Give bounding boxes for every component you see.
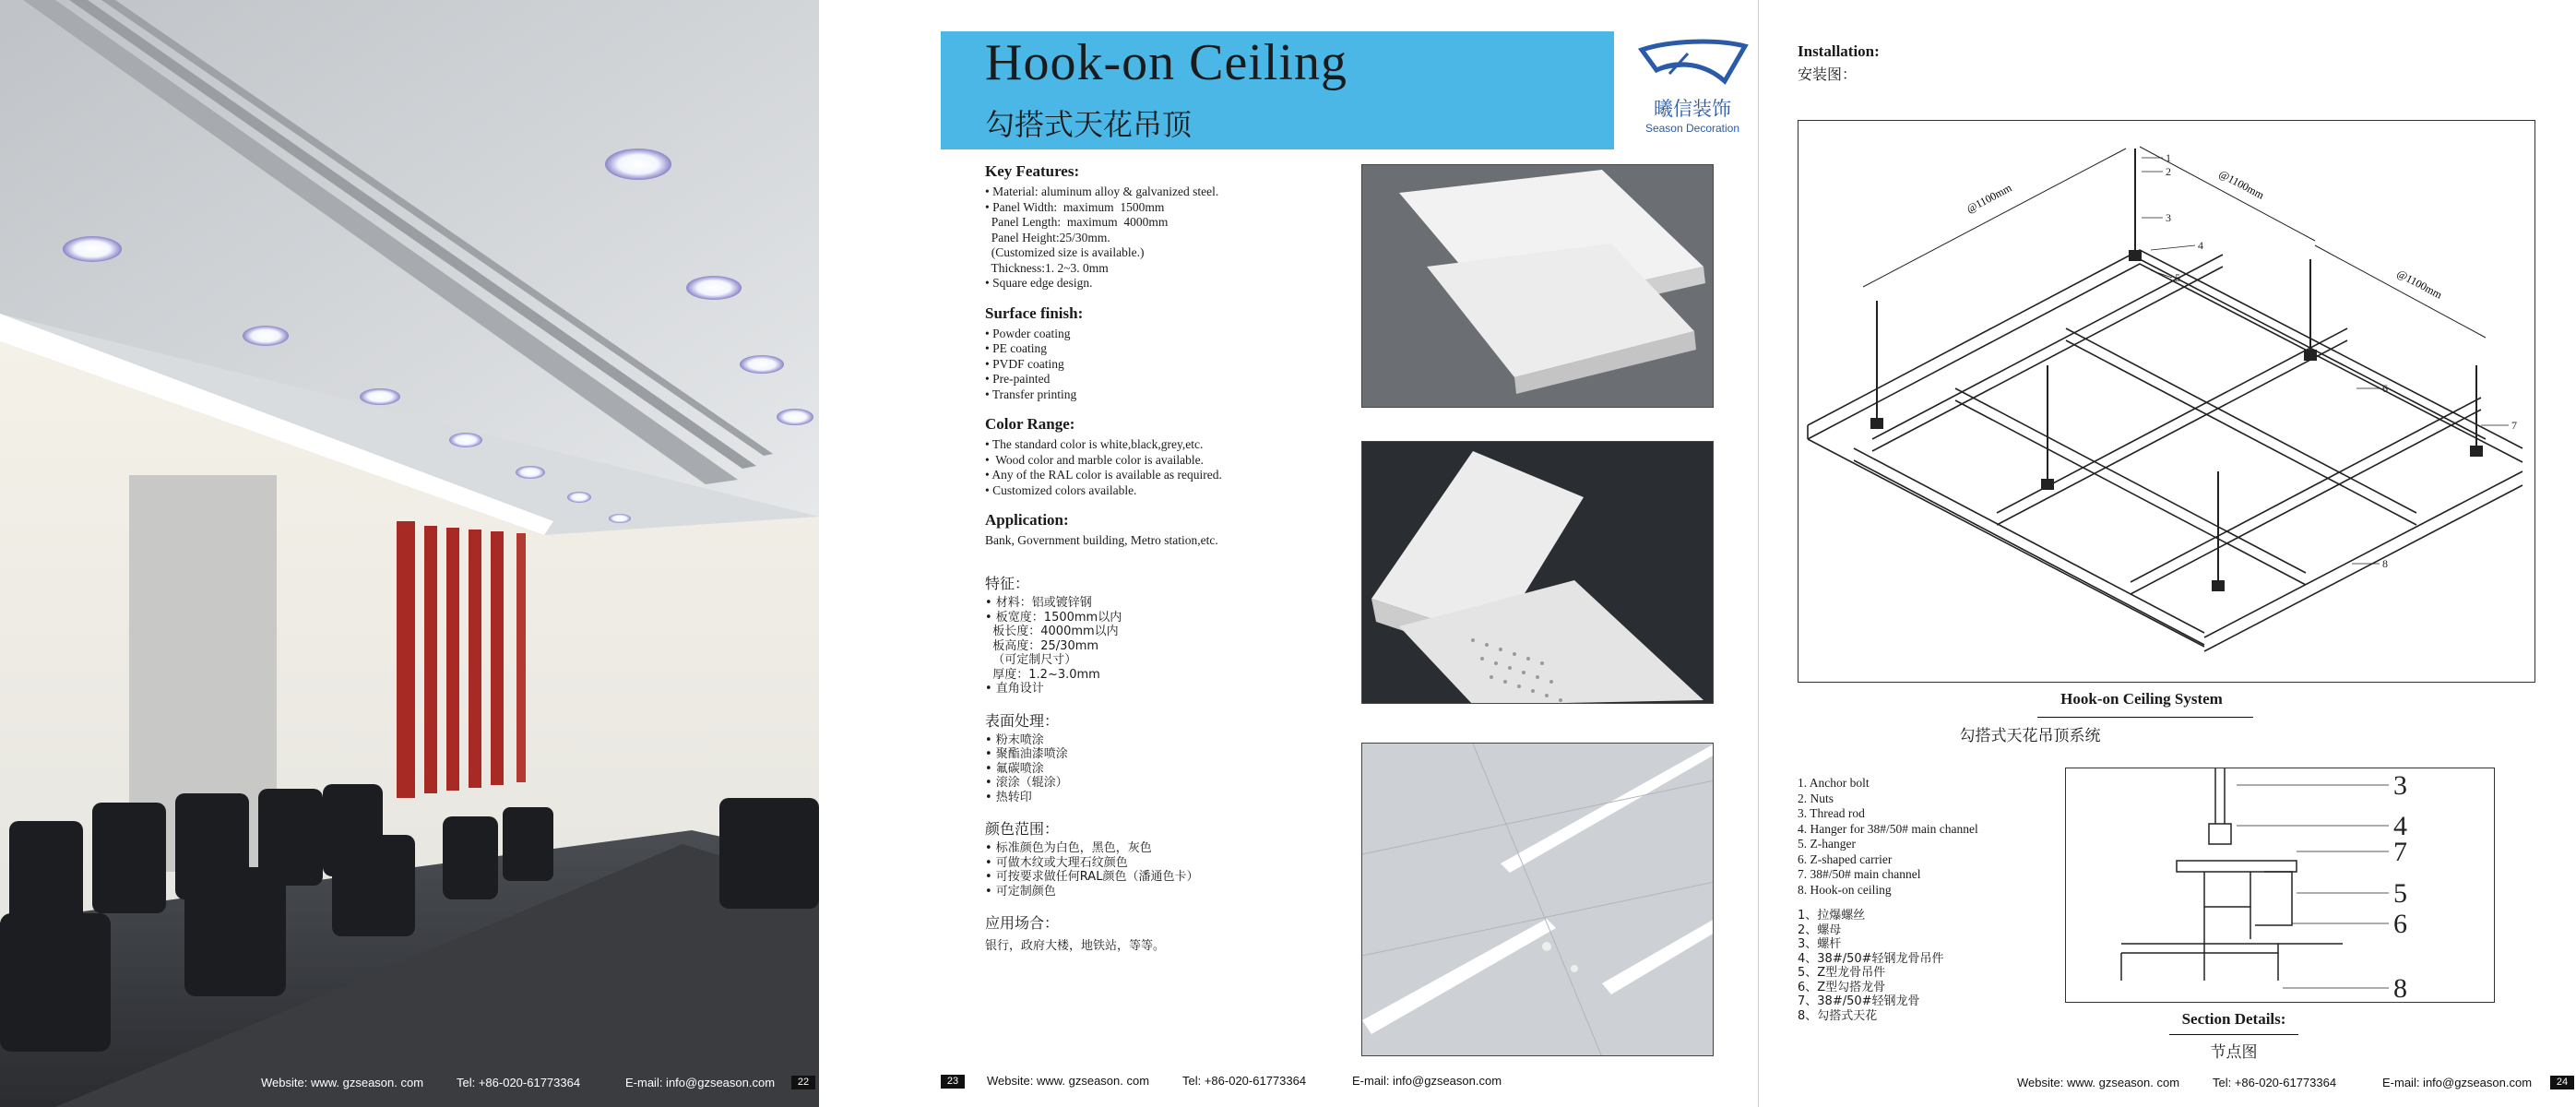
logo-text-cn: 曦信装饰 [1654, 98, 1731, 120]
parts-list [1798, 776, 1978, 898]
section-callout: 4 [2393, 811, 2407, 841]
section-callout: 8 [2393, 973, 2407, 1002]
ceiling-grid-drawing [1798, 121, 2534, 682]
list-item: • Powder coating [985, 326, 1071, 340]
section-drawing [2066, 768, 2494, 1002]
callout-number: 3 [2166, 211, 2171, 224]
list-item: • 标准颜色为白色，黑色，灰色 [985, 841, 1152, 855]
list-item: 5. Z-hanger [1798, 837, 1856, 851]
company-logo [1632, 37, 1752, 146]
section-list [985, 596, 1372, 696]
section-details-title-cn: 节点图 [2210, 1043, 2258, 1062]
footer-website: Website: www. gzseason. com [987, 1074, 1150, 1088]
section-key-features [985, 162, 1372, 292]
list-item: 7. 38#/50# main channel [1798, 867, 1921, 881]
list-item: 3、螺杆 [1798, 937, 1842, 951]
list-item: 1、拉爆螺丝 [1798, 909, 1866, 922]
list-item: • PVDF coating [985, 356, 1064, 371]
footer-tel: Tel: +86-020-61773364 [1182, 1074, 1307, 1088]
page-number: 23 [941, 1075, 965, 1089]
list-item: • Pre-painted [985, 372, 1051, 386]
section-heading: 特征： [985, 575, 1030, 592]
callout-number: 2 [2166, 165, 2171, 178]
interior-photo-page [0, 0, 819, 1107]
list-item: • 氟碳喷涂 [985, 761, 1044, 776]
list-item: 厚度：1.2~3.0mm [985, 667, 1100, 682]
list-item: • Material: aluminum alloy & galvanized steel. [985, 184, 1219, 198]
list-item: 4、38#/50#轻钢龙骨吊件 [1798, 951, 1944, 966]
footer-email: E-mail: info@gzseason.com [625, 1076, 776, 1089]
section-application-cn [985, 911, 1372, 953]
list-item: 7、38#/50#轻钢龙骨 [1798, 994, 1920, 1008]
list-item: • Transfer printing [985, 387, 1077, 401]
section-heading: 应用场合： [985, 914, 1060, 932]
list-item: • Wood color and marble color is available. [985, 452, 1204, 467]
section-surface-finish [985, 304, 1372, 403]
list-item: 2、螺母 [1798, 922, 1842, 937]
installation-heading: Installation: [1798, 42, 1880, 60]
callout-number: 8 [2382, 557, 2388, 570]
footer-website: Website: www. gzseason. com [2017, 1076, 2180, 1089]
page-title: Hook-on Ceiling [985, 34, 1347, 91]
list-item: • 可做木纹或大理石纹颜色 [985, 855, 1128, 870]
product-photo-installed [1361, 743, 1714, 1056]
section-list [985, 841, 1372, 899]
section-heading: Key Features: [985, 162, 1080, 180]
list-item: Thickness:1. 2~3. 0mm [985, 260, 1109, 275]
section-callout: 6 [2393, 909, 2407, 939]
section-features-cn [985, 572, 1372, 696]
system-title: Hook-on Ceiling System [2060, 690, 2223, 708]
product-spec-page [941, 0, 1758, 1107]
section-detail-drawing [2065, 768, 2495, 1003]
section-list [985, 437, 1372, 498]
system-title-cn: 勾搭式天花吊顶系统 [1959, 727, 2101, 745]
section-heading: 表面处理： [985, 711, 1060, 730]
list-item: • 材料：铝或镀锌钢 [985, 596, 1092, 610]
footer-website: Website: www. gzseason. com [261, 1076, 424, 1089]
list-item: 3. Thread rod [1798, 806, 1865, 820]
list-item: Panel Height:25/30mm. [985, 230, 1110, 244]
page-title-cn: 勾搭式天花吊顶 [985, 107, 1193, 142]
section-heading: Surface finish: [985, 304, 1084, 322]
section-color-range [985, 415, 1372, 498]
list-item: • 板宽度：1500mm以内 [985, 610, 1122, 625]
installed-ceiling-image [1362, 744, 1714, 1056]
section-callout: 5 [2393, 878, 2407, 909]
list-item: • Any of the RAL color is available as required. [985, 468, 1222, 482]
panel-image [1362, 442, 1714, 704]
installation-heading-cn: 安装图： [1798, 65, 1858, 83]
list-item: 6. Z-shaped carrier [1798, 851, 1893, 866]
list-item: 8. Hook-on ceiling [1798, 882, 1892, 897]
dimension-label: @1100mm [1964, 181, 2014, 216]
list-item: 1. Anchor bolt [1798, 776, 1870, 790]
features-column [985, 162, 1372, 977]
section-heading: Application: [985, 511, 1069, 529]
list-item: 8、勾搭式天花 [1798, 1008, 1878, 1023]
list-item: • Square edge design. [985, 276, 1093, 290]
section-list [985, 327, 1372, 403]
page-number: 22 [791, 1076, 815, 1089]
section-text: 银行，政府大楼，地铁站，等等。 [985, 939, 1166, 953]
list-item: • 滚涂（辊涂） [985, 776, 1068, 790]
section-list [985, 184, 1372, 292]
list-item: • Customized colors available. [985, 482, 1137, 497]
list-item: • PE coating [985, 341, 1047, 355]
section-callout: 7 [2393, 837, 2407, 867]
list-item: (Customized size is available.) [985, 245, 1145, 259]
list-item: 6、Z型勾搭龙骨 [1798, 980, 1886, 994]
title-banner [941, 31, 1614, 149]
conference-room-photo [0, 0, 819, 1107]
list-item: • 可定制颜色 [985, 884, 1056, 899]
list-item: （可定制尺寸） [985, 653, 1077, 667]
installation-page [1759, 0, 2576, 1107]
list-item: 板长度：4000mm以内 [985, 625, 1119, 638]
title-underline [2169, 1034, 2298, 1035]
list-item: • 聚酯油漆喷涂 [985, 747, 1068, 761]
logo-mark-icon [1632, 37, 1752, 92]
list-item: • 可按要求做任何RAL颜色（潘通色卡） [985, 870, 1199, 884]
footer-tel: Tel: +86-020-61773364 [2213, 1076, 2337, 1089]
list-item: • 粉末喷涂 [985, 732, 1044, 747]
section-details-title: Section Details: [2181, 1010, 2286, 1028]
dimension-label: @1100mm [2394, 267, 2445, 302]
list-item: 5、Z型龙骨吊件 [1798, 966, 1886, 980]
page-number: 24 [2550, 1076, 2574, 1089]
callout-number: 6 [2382, 382, 2388, 395]
section-text: Bank, Government building, Metro station,etc. [985, 533, 1218, 547]
footer-email: E-mail: info@gzseason.com [2382, 1076, 2533, 1089]
list-item: • 直角设计 [985, 682, 1044, 696]
section-heading: Color Range: [985, 415, 1075, 433]
section-callout: 3 [2393, 770, 2407, 801]
section-surface-cn [985, 709, 1372, 805]
list-item: • The standard color is white,black,grey,etc. [985, 437, 1204, 451]
footer-tel: Tel: +86-020-61773364 [457, 1076, 581, 1089]
section-color-cn [985, 817, 1372, 899]
list-item: 板高度：25/30mm [985, 638, 1099, 653]
section-application [985, 511, 1372, 548]
callout-number: 5 [2175, 271, 2180, 284]
callout-number: 4 [2198, 239, 2203, 252]
section-heading: 颜色范围： [985, 820, 1060, 838]
section-list [985, 733, 1372, 805]
list-item: 2. Nuts [1798, 791, 1834, 805]
list-item: • 热转印 [985, 790, 1032, 804]
list-item: Panel Length: maximum 4000mm [985, 215, 1169, 229]
panel-image [1362, 165, 1714, 408]
installation-diagram [1798, 120, 2535, 683]
product-photo-perforated [1361, 441, 1714, 704]
parts-list-cn [1798, 909, 1944, 1023]
list-item: • Panel Width: maximum 1500mm [985, 199, 1165, 214]
list-item: 4. Hanger for 38#/50# main channel [1798, 821, 1978, 836]
callout-number: 1 [2166, 151, 2171, 164]
callout-number: 7 [2511, 419, 2517, 432]
footer-email: E-mail: info@gzseason.com [1352, 1074, 1502, 1088]
product-photo-panels [1361, 164, 1714, 408]
title-underline [2037, 717, 2253, 718]
logo-text-en: Season Decoration [1644, 122, 1740, 135]
dimension-label: @1100mm [2216, 167, 2267, 202]
